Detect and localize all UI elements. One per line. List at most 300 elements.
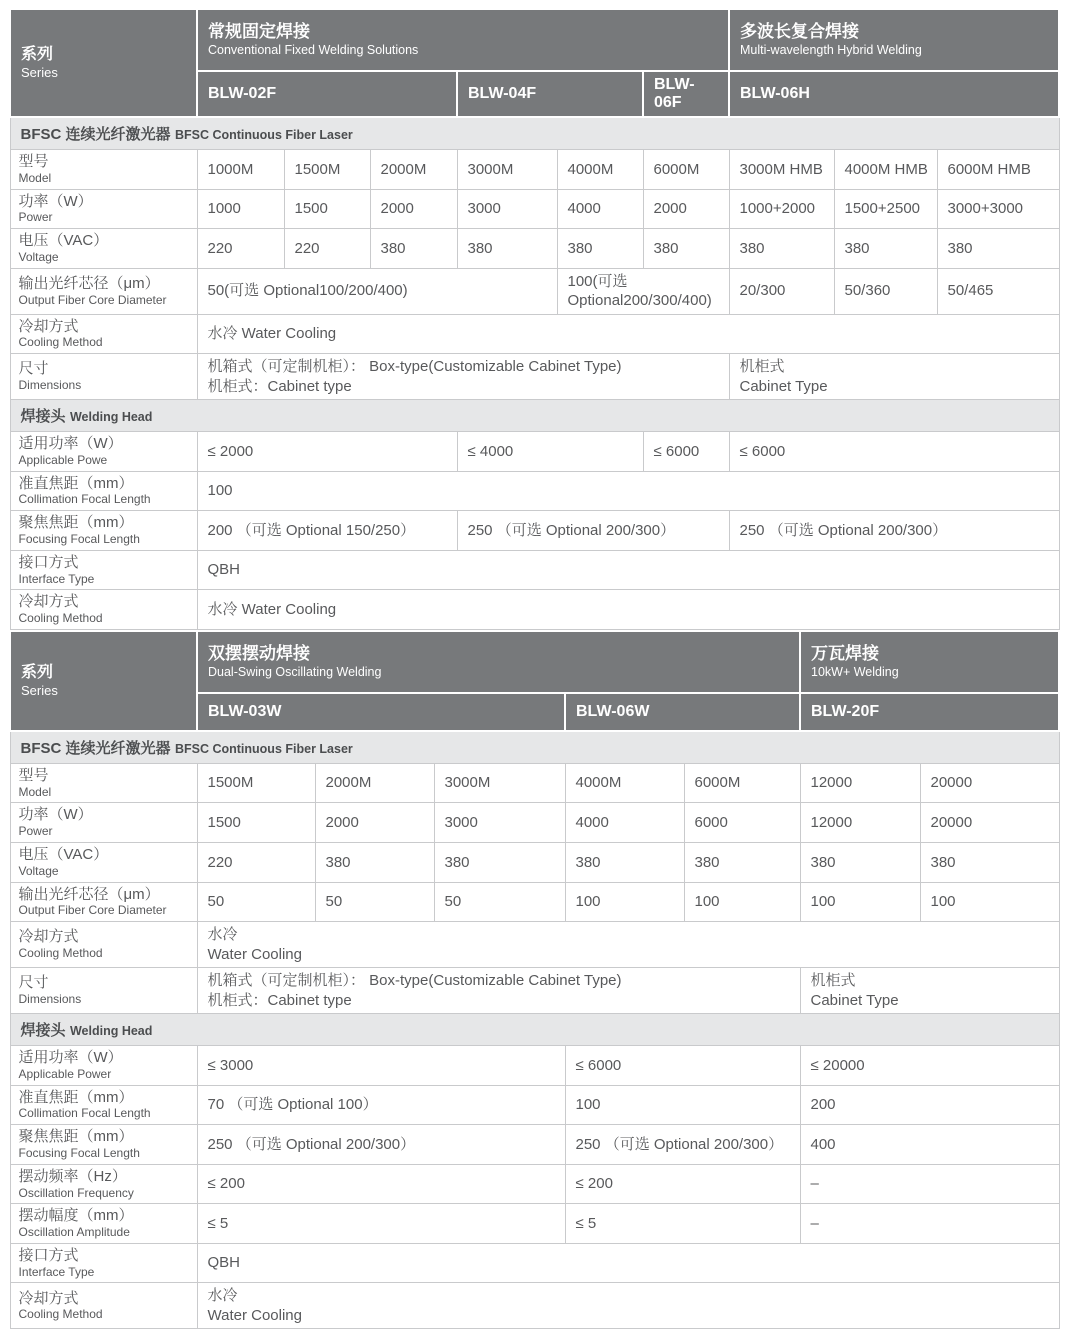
- row-label-zh: 冷却方式: [18, 1289, 79, 1307]
- spec-cell-line: QBH: [207, 1254, 241, 1272]
- spec-cell: [197, 803, 315, 843]
- spec-cell-line: 50/360: [844, 282, 891, 300]
- series-label-en: Series: [21, 65, 58, 81]
- spec-cell: [197, 550, 1059, 590]
- spec-cell: [565, 843, 684, 883]
- spec-cell-line: 50/465: [947, 282, 994, 300]
- spec-row: [10, 189, 1059, 229]
- spec-cell: [315, 843, 434, 883]
- spec-cell: [284, 189, 370, 229]
- spec-cell: [834, 268, 937, 314]
- spec-cell: [729, 189, 834, 229]
- row-label-en: Oscillation Frequency: [18, 1185, 134, 1200]
- spec-cell-line: Water Cooling: [207, 945, 302, 963]
- spec-cell: [834, 229, 937, 269]
- section-header-row: [10, 731, 1059, 764]
- spec-cell-line: 6000: [694, 813, 728, 831]
- spec-cell-line: 机柜式: [810, 972, 856, 990]
- row-label-en: Applicable Power: [18, 1066, 112, 1081]
- spec-table: [9, 8, 1060, 630]
- spec-row: [10, 1204, 1059, 1244]
- spec-cell-line: 2000: [380, 200, 414, 218]
- spec-cell: [565, 763, 684, 803]
- spec-cell: [557, 150, 643, 190]
- spec-table-container-0: [9, 8, 1058, 630]
- spec-cell-line: 220: [207, 853, 233, 871]
- spec-cell-line: 100: [930, 893, 956, 911]
- spec-cell-line: 100: [810, 893, 836, 911]
- row-label-en: Dimensions: [18, 992, 82, 1007]
- spec-cell: [197, 354, 729, 400]
- spec-cell: [197, 1164, 565, 1204]
- group-label-zh: 双摆摆动焊接: [208, 644, 310, 664]
- spec-cell: [315, 763, 434, 803]
- row-label-en: Cooling Method: [18, 1307, 103, 1322]
- spec-row: [10, 968, 1059, 1014]
- model-column-header: BLW-03W: [197, 693, 565, 731]
- spec-cell-line: 3000M HMB: [739, 160, 823, 178]
- spec-cell-line: 机柜式: [739, 358, 785, 376]
- row-label-zh: 冷却方式: [18, 928, 79, 946]
- spec-row: [10, 471, 1059, 511]
- spec-cell: [937, 189, 1059, 229]
- spec-cell-line: 4000M HMB: [844, 160, 928, 178]
- spec-cell: [197, 843, 315, 883]
- row-label: [10, 150, 197, 190]
- spec-cell-line: 200: [810, 1096, 836, 1114]
- row-label-zh: 输出光纤芯径（μm）: [18, 274, 160, 292]
- spec-cell-line: 380: [947, 239, 973, 257]
- row-label: [10, 354, 197, 400]
- spec-cell-line: 380: [739, 239, 765, 257]
- group-label-en: 10kW+ Welding: [811, 665, 899, 680]
- row-label: [10, 432, 197, 472]
- row-label-en: Focusing Focal Length: [18, 1145, 140, 1160]
- row-label: [10, 511, 197, 551]
- row-label: [10, 1164, 197, 1204]
- spec-row: [10, 150, 1059, 190]
- spec-cell: [434, 843, 565, 883]
- series-label-zh: 系列: [21, 664, 54, 682]
- spec-cell-line: 12000: [810, 813, 853, 831]
- spec-cell: [834, 189, 937, 229]
- row-label: [10, 1085, 197, 1125]
- spec-cell: [284, 229, 370, 269]
- spec-cell: [284, 150, 370, 190]
- spec-cell: [920, 763, 1059, 803]
- spec-cell: [197, 1125, 565, 1165]
- spec-cell: [557, 229, 643, 269]
- spec-cell: [800, 1164, 1059, 1204]
- spec-cell-line: 100: [575, 893, 601, 911]
- spec-cell: [643, 432, 729, 472]
- spec-cell: [729, 268, 834, 314]
- model-column-header: BLW-02F: [197, 71, 457, 117]
- spec-table: [9, 630, 1060, 1329]
- row-label: [10, 590, 197, 630]
- row-label-en: Cooling Method: [18, 335, 103, 350]
- spec-cell: [565, 803, 684, 843]
- spec-cell-line: ≤ 4000: [467, 442, 514, 460]
- section-header: [10, 731, 1059, 764]
- model-column-header: BLW-20F: [800, 693, 1059, 731]
- spec-cell: [370, 189, 457, 229]
- spec-cell-line: 水冷: [207, 1287, 238, 1305]
- table-header: [10, 9, 1059, 117]
- spec-cell-line: ≤ 5: [207, 1214, 229, 1232]
- section-header-row: [10, 1014, 1059, 1046]
- spec-cell-line: 3000: [444, 813, 478, 831]
- row-label-zh: 准直焦距（mm）: [18, 1088, 134, 1106]
- row-label-en: Collimation Focal Length: [18, 492, 151, 507]
- spec-cell-line: 380: [810, 853, 836, 871]
- spec-cell: [920, 843, 1059, 883]
- spec-cell-line: ≤ 3000: [207, 1056, 254, 1074]
- spec-cell-line: 1500: [207, 813, 241, 831]
- spec-cell: [643, 229, 729, 269]
- spec-row: [10, 1046, 1059, 1086]
- spec-cell: [643, 150, 729, 190]
- spec-cell-line: Cabinet Type: [739, 377, 828, 395]
- row-label-zh: 准直焦距（mm）: [18, 474, 134, 492]
- row-label-zh: 摆动频率（Hz）: [18, 1167, 127, 1185]
- row-label-en: Dimensions: [18, 378, 82, 393]
- spec-cell-line: 250 （可选 Optional 200/300）: [575, 1135, 784, 1153]
- spec-cell-line: ≤ 20000: [810, 1056, 865, 1074]
- spec-cell: [729, 354, 1059, 400]
- section-title-en: BFSC Continuous Fiber Laser: [174, 128, 353, 142]
- row-label-zh: 聚焦焦距（mm）: [18, 514, 134, 532]
- row-label-en: Output Fiber Core Diameter: [18, 292, 167, 307]
- spec-cell-line: 20/300: [739, 282, 786, 300]
- spec-cell-line: 水冷: [207, 926, 238, 944]
- row-label-zh: 型号: [18, 153, 49, 170]
- spec-cell: [434, 882, 565, 922]
- spec-cell: [800, 1046, 1059, 1086]
- spec-table-container-1: [9, 630, 1058, 1329]
- spec-cell: [315, 882, 434, 922]
- spec-cell: [457, 432, 643, 472]
- spec-cell-line: 水冷 Water Cooling: [207, 600, 337, 618]
- spec-cell: [834, 150, 937, 190]
- row-label-en: Applicable Powe: [18, 452, 108, 467]
- spec-cell: [197, 1283, 1059, 1329]
- row-label-zh: 电压（VAC）: [18, 846, 109, 864]
- row-label: [10, 843, 197, 883]
- row-label-en: Cooling Method: [18, 611, 103, 626]
- spec-cell: [565, 1046, 800, 1086]
- row-label: [10, 968, 197, 1014]
- group-label-en: Dual-Swing Oscillating Welding: [208, 665, 382, 680]
- spec-cell: [197, 268, 557, 314]
- series-header: [10, 631, 197, 731]
- series-header: [10, 9, 197, 117]
- spec-cell-line: 380: [844, 239, 870, 257]
- row-label-zh: 冷却方式: [18, 317, 79, 335]
- spec-cell-line: 50: [444, 893, 462, 911]
- row-label: [10, 1243, 197, 1283]
- spec-cell-line: 20000: [930, 813, 973, 831]
- spec-cell-line: Cabinet Type: [810, 991, 899, 1009]
- spec-cell: [565, 1085, 800, 1125]
- spec-cell-line: 100: [207, 482, 233, 500]
- row-label-en: Model: [18, 784, 52, 799]
- spec-cell-line: 1500M: [207, 774, 254, 792]
- spec-cell-line: ≤ 200: [207, 1175, 245, 1193]
- spec-cell-line: 4000M: [567, 160, 614, 178]
- spec-cell-line: 1500: [294, 200, 328, 218]
- row-label-en: Power: [18, 824, 53, 839]
- spec-cell-line: –: [810, 1175, 819, 1193]
- group-label-zh: 多波长复合焊接: [740, 22, 859, 42]
- row-label-en: Voltage: [18, 863, 59, 878]
- row-label-zh: 适用功率（W）: [18, 1049, 123, 1067]
- spec-cell-line: 6000M HMB: [947, 160, 1031, 178]
- spec-cell: [800, 882, 920, 922]
- spec-cell: [565, 1164, 800, 1204]
- spec-cell-line: 380: [567, 239, 593, 257]
- spec-cell: [937, 229, 1059, 269]
- spec-cell: [800, 1085, 1059, 1125]
- spec-cell: [434, 763, 565, 803]
- spec-cell-line: ≤ 6000: [653, 442, 700, 460]
- row-label-en: Focusing Focal Length: [18, 532, 140, 547]
- spec-cell: [197, 150, 284, 190]
- spec-row: [10, 843, 1059, 883]
- spec-row: [10, 922, 1059, 968]
- row-label-en: Interface Type: [18, 1264, 95, 1279]
- spec-cell: [197, 229, 284, 269]
- spec-cell-line: 380: [653, 239, 679, 257]
- spec-cell: [565, 1125, 800, 1165]
- row-label: [10, 550, 197, 590]
- spec-cell-line: 50: [207, 893, 225, 911]
- spec-row: [10, 1085, 1059, 1125]
- row-label-zh: 摆动幅度（mm）: [18, 1207, 134, 1225]
- spec-cell-line: 20000: [930, 774, 973, 792]
- spec-cell: [729, 511, 1059, 551]
- spec-cell: [197, 1204, 565, 1244]
- spec-cell: [457, 150, 557, 190]
- row-label: [10, 763, 197, 803]
- spec-cell: [557, 268, 729, 314]
- spec-cell-line: QBH: [207, 561, 241, 579]
- spec-cell: [557, 189, 643, 229]
- row-label-en: Interface Type: [18, 571, 95, 586]
- spec-cell-line: 250 （可选 Optional 200/300）: [207, 1135, 416, 1153]
- section-header-row: [10, 117, 1059, 150]
- row-label-en: Model: [18, 170, 52, 185]
- spec-cell-line: 1500M: [294, 160, 341, 178]
- spec-cell: [684, 843, 800, 883]
- series-label-zh: 系列: [21, 46, 54, 64]
- row-label-en: Output Fiber Core Diameter: [18, 903, 167, 918]
- spec-cell-line: 机箱式（可定制机柜）： Box-type(Customizable Cabinet Type): [207, 358, 622, 376]
- group-header: [800, 631, 1059, 693]
- spec-cell-line: 380: [380, 239, 406, 257]
- row-label-zh: 输出光纤芯径（μm）: [18, 885, 160, 903]
- spec-cell-line: 1000M: [207, 160, 254, 178]
- spec-cell-line: 1000: [207, 200, 241, 218]
- row-label-en: Voltage: [18, 249, 59, 264]
- row-label: [10, 1283, 197, 1329]
- spec-row: [10, 590, 1059, 630]
- section-title-zh: 焊接头: [20, 1022, 66, 1040]
- spec-cell: [684, 763, 800, 803]
- row-label-zh: 适用功率（W）: [18, 435, 123, 453]
- spec-cell-line: 380: [325, 853, 351, 871]
- spec-cell-line: 100: [694, 893, 720, 911]
- group-label-en: Conventional Fixed Welding Solutions: [208, 43, 419, 58]
- row-label-en: Collimation Focal Length: [18, 1106, 151, 1121]
- section-header: [10, 117, 1059, 150]
- group-label-zh: 万瓦焊接: [811, 644, 879, 664]
- model-column-header: BLW-06F: [643, 71, 729, 117]
- group-header-row: [10, 9, 1059, 71]
- spec-cell: [457, 189, 557, 229]
- model-column-header: BLW-06W: [565, 693, 800, 731]
- spec-cell-line: 50: [325, 893, 343, 911]
- spec-cell-line: 100: [575, 1096, 601, 1114]
- spec-cell-line: 70 （可选 Optional 100）: [207, 1096, 378, 1114]
- spec-cell-line: 220: [294, 239, 320, 257]
- spec-cell: [729, 229, 834, 269]
- spec-cell: [729, 432, 1059, 472]
- row-label: [10, 314, 197, 354]
- row-label-en: Power: [18, 210, 53, 225]
- spec-cell: [197, 432, 457, 472]
- row-label-zh: 聚焦焦距（mm）: [18, 1128, 134, 1146]
- spec-cell: [800, 843, 920, 883]
- spec-cell-line: 2000M: [380, 160, 427, 178]
- group-label-en: Multi-wavelength Hybrid Welding: [740, 43, 922, 58]
- spec-cell-line: –: [810, 1214, 819, 1232]
- spec-row: [10, 432, 1059, 472]
- spec-cell-line: 12000: [810, 774, 853, 792]
- row-label: [10, 1046, 197, 1086]
- group-label-zh: 常规固定焊接: [208, 22, 310, 42]
- row-label: [10, 1204, 197, 1244]
- spec-cell: [800, 968, 1059, 1014]
- series-label-en: Series: [21, 683, 58, 699]
- spec-cell-line: 3000: [467, 200, 501, 218]
- spec-cell: [434, 803, 565, 843]
- row-label-zh: 功率（W）: [18, 806, 93, 824]
- spec-cell: [197, 511, 457, 551]
- spec-cell-line: 380: [467, 239, 493, 257]
- spec-cell-line: 2000: [653, 200, 687, 218]
- section-header: [10, 1014, 1059, 1046]
- group-header: [729, 9, 1059, 71]
- section-title-zh: BFSC 连续光纤激光器: [20, 739, 171, 757]
- spec-row: [10, 268, 1059, 314]
- row-label-zh: 尺寸: [18, 974, 49, 992]
- spec-row: [10, 511, 1059, 551]
- spec-cell-line: ≤ 2000: [207, 442, 254, 460]
- section-header-row: [10, 400, 1059, 432]
- model-column-header: BLW-04F: [457, 71, 643, 117]
- spec-cell: [565, 882, 684, 922]
- spec-cell: [800, 763, 920, 803]
- spec-cell-line: Water Cooling: [207, 1306, 302, 1324]
- spec-cell-line: 250 （可选 Optional 200/300）: [739, 521, 948, 539]
- spec-cell: [729, 150, 834, 190]
- spec-cell-line: ≤ 6000: [739, 442, 786, 460]
- spec-row: [10, 1164, 1059, 1204]
- spec-cell: [937, 150, 1059, 190]
- spec-cell: [197, 590, 1059, 630]
- spec-cell: [800, 1125, 1059, 1165]
- table-body: [10, 117, 1059, 629]
- row-label-zh: 型号: [18, 766, 49, 784]
- spec-cell: [197, 189, 284, 229]
- spec-cell-line: 4000M: [575, 774, 622, 792]
- spec-row: [10, 354, 1059, 400]
- row-label-zh: 冷却方式: [18, 593, 79, 611]
- spec-cell-line: 6000M: [653, 160, 700, 178]
- spec-cell: [684, 882, 800, 922]
- row-label: [10, 922, 197, 968]
- spec-cell: [937, 268, 1059, 314]
- row-label: [10, 189, 197, 229]
- row-label-zh: 接口方式: [18, 1246, 79, 1264]
- spec-cell-line: 机柜式：Cabinet type: [207, 991, 352, 1009]
- row-label: [10, 1125, 197, 1165]
- spec-cell-line: ≤ 6000: [575, 1056, 622, 1074]
- spec-row: [10, 229, 1059, 269]
- spec-cell: [643, 189, 729, 229]
- row-label-zh: 尺寸: [18, 360, 49, 378]
- spec-cell: [920, 803, 1059, 843]
- spec-cell: [370, 150, 457, 190]
- spec-cell: [800, 1204, 1059, 1244]
- table-header: [10, 631, 1059, 731]
- spec-cell-line: 3000M: [444, 774, 491, 792]
- group-header: [197, 9, 729, 71]
- laser-spec-sheet: [9, 8, 1058, 1329]
- row-label-zh: 电压（VAC）: [18, 232, 109, 250]
- spec-cell: [565, 1204, 800, 1244]
- group-header-row: [10, 631, 1059, 693]
- spec-cell: [197, 922, 1059, 968]
- table-body: [10, 731, 1059, 1329]
- spec-cell-line: 机柜式：Cabinet type: [207, 377, 352, 395]
- spec-cell-line: 1000+2000: [739, 200, 815, 218]
- spec-cell-line: 200 （可选 Optional 150/250）: [207, 521, 416, 539]
- section-title-en: Welding Head: [69, 1024, 153, 1039]
- spec-row: [10, 803, 1059, 843]
- spec-cell-line: 水冷 Water Cooling: [207, 325, 337, 343]
- model-column-header: BLW-06H: [729, 71, 1059, 117]
- spec-cell-line: 380: [930, 853, 956, 871]
- spec-cell: [197, 1085, 565, 1125]
- spec-row: [10, 1243, 1059, 1283]
- spec-cell: [684, 803, 800, 843]
- spec-row: [10, 550, 1059, 590]
- spec-cell-line: 50(可选 Optional100/200/400): [207, 282, 408, 300]
- spec-cell-line: 机箱式（可定制机柜）： Box-type(Customizable Cabinet Type): [207, 972, 622, 990]
- spec-row: [10, 314, 1059, 354]
- section-title-zh: 焊接头: [20, 408, 66, 426]
- spec-row: [10, 1125, 1059, 1165]
- row-label: [10, 471, 197, 511]
- spec-cell: [197, 471, 1059, 511]
- row-label-en: Oscillation Amplitude: [18, 1225, 130, 1240]
- spec-cell-line: 380: [444, 853, 470, 871]
- spec-cell-line: 250 （可选 Optional 200/300）: [467, 521, 676, 539]
- spec-cell: [197, 763, 315, 803]
- spec-cell-line: 100(可选 Optional200/300/400): [567, 272, 712, 310]
